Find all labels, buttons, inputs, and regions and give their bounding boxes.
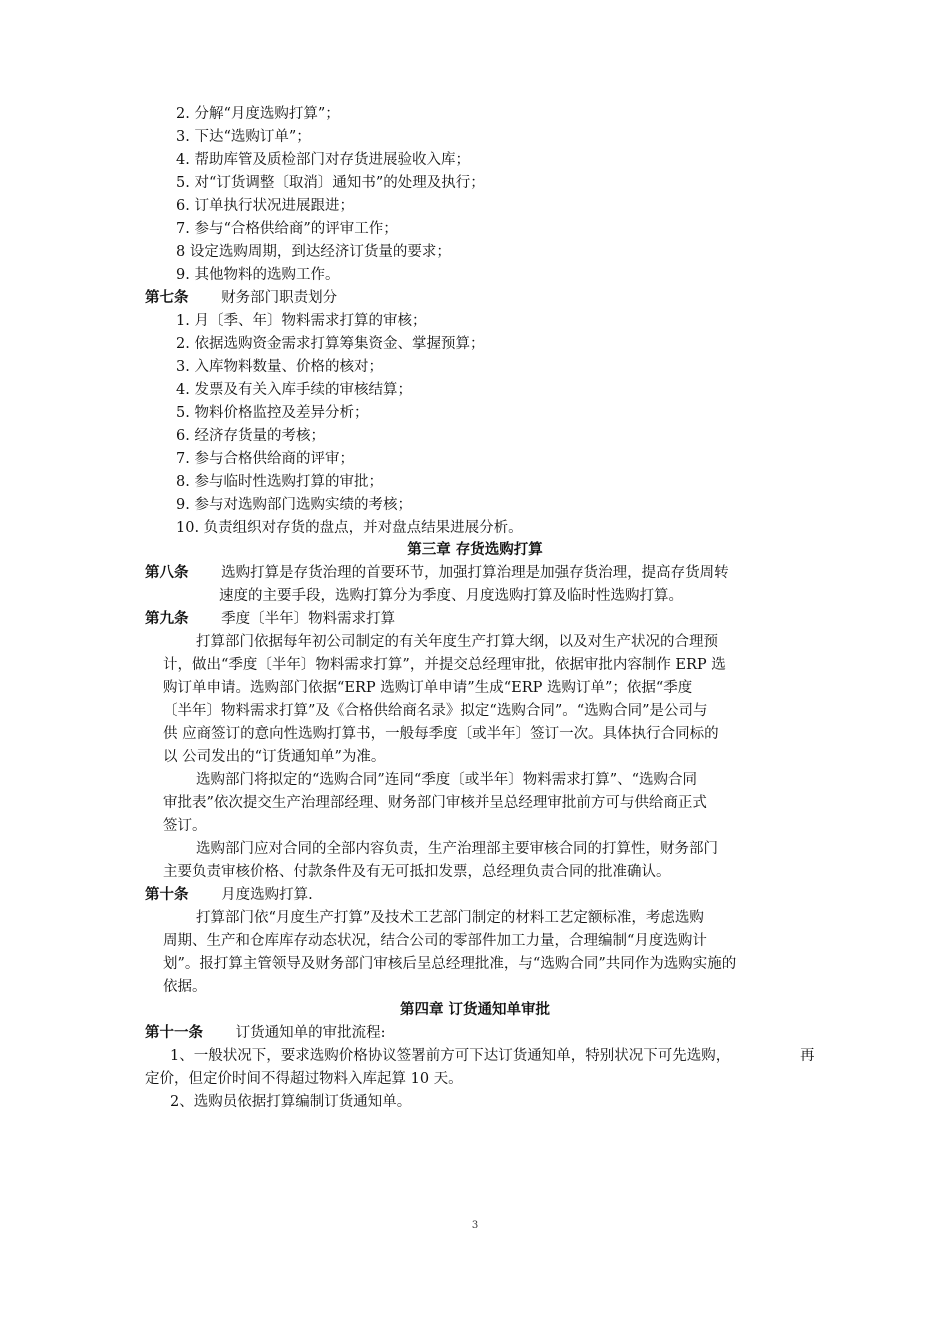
article-title: 季度〔半年〕物料需求打算: [221, 611, 396, 627]
article-10-heading: [145, 885, 313, 905]
list-item: 6. 订单执行状况进展跟进；: [176, 198, 354, 214]
paragraph-line: 2、选购员依据打算编制订货通知单。: [170, 1094, 412, 1110]
article-8: [145, 563, 729, 583]
paragraph-line: 1、一般状况下，要求选购价格协议签署前方可下达订货通知单，特别状况下可先选购，: [170, 1048, 731, 1064]
article-title: 月度选购打算.: [221, 887, 313, 903]
article-7-heading: [145, 288, 337, 308]
list-item: 2. 依据选购资金需求打算筹集资金、掌握预算；: [176, 336, 485, 352]
paragraph-line: 打算部门依据每年初公司制定的有关年度生产打算大纲，以及对生产状况的合理预: [196, 634, 718, 650]
article-label: 第十一条: [145, 1025, 203, 1041]
paragraph-line: 打算部门依“月度生产打算”及技术工艺部门制定的材料工艺定额标准，考虑选购: [196, 910, 704, 926]
paragraph-line: 签订。: [163, 818, 207, 834]
list-item: 9. 其他物料的选购工作。: [176, 267, 340, 283]
chapter-heading: 第三章 存货选购打算: [407, 542, 543, 558]
list-item: 9. 参与对选购部门选购实绩的考核；: [176, 497, 412, 513]
list-item: 4. 发票及有关入库手续的审核结算；: [176, 382, 412, 398]
article-9-heading: [145, 609, 395, 629]
article-title: 财务部门职责划分: [221, 290, 338, 306]
paragraph-line: 划”。报打算主管领导及财务部门审核后呈总经理批准，与“选购合同”共同作为选购实施的: [163, 956, 737, 972]
list-item: 1. 月〔季、年〕物料需求打算的审核；: [176, 313, 427, 329]
article-label: 第七条: [145, 290, 189, 306]
list-item: 8. 参与临时性选购打算的审批；: [176, 474, 383, 490]
paragraph-line: 审批表”依次提交生产治理部经理、财务部门审核并呈总经理审批前方可与供给商正式: [163, 795, 707, 811]
paragraph-line: 定价，但定价时间不得超过物料入库起算 10 天。: [145, 1071, 463, 1087]
list-item: 2. 分解“月度选购打算”；: [176, 106, 340, 122]
paragraph-line: 购订单申请。选购部门依据“ERP 选购订单申请”生成“ERP 选购订单”；依据“季度: [163, 680, 693, 696]
article-label: 第十条: [145, 887, 189, 903]
paragraph-line: 周期、生产和仓库库存动态状况，结合公司的零部件加工力量，合理编制“月度选购计: [163, 933, 707, 949]
article-title: 订货通知单的审批流程:: [235, 1025, 386, 1041]
chapter-heading: 第四章 订货通知单审批: [399, 1002, 551, 1018]
page-number: 3: [471, 1220, 479, 1231]
article-11-heading: [145, 1023, 386, 1043]
paragraph-line: 依据。: [163, 979, 207, 995]
paragraph-line: 选购部门将拟定的“选购合同”连同“季度〔或半年〕物料需求打算”、“选购合同: [196, 772, 698, 788]
list-item: 3. 下达“选购订单”；: [176, 129, 311, 145]
list-item: 10. 负责组织对存货的盘点，并对盘点结果进展分析。: [176, 520, 523, 536]
article-label: 第九条: [145, 611, 189, 627]
paragraph-line: 供 应商签订的意向性选购打算书，一般每季度〔或半年〕签订一次。具体执行合同标的: [163, 726, 719, 742]
article-label: 第八条: [145, 565, 189, 581]
list-item: 4. 帮助库管及质检部门对存货进展验收入库；: [176, 152, 470, 168]
list-item: 7. 参与合格供给商的评审；: [176, 451, 354, 467]
article-text: 选购打算是存货治理的首要环节，加强打算治理是加强存货治理，提高存货周转: [221, 565, 729, 581]
list-item: 7. 参与“合格供给商”的评审工作；: [176, 221, 398, 237]
article-text: 速度的主要手段，选购打算分为季度、月度选购打算及临时性选购打算。: [219, 588, 683, 604]
paragraph-line: 〔半年〕物料需求打算”及《合格供给商名录》拟定“选购合同”。“选购合同”是公司与: [163, 703, 708, 719]
list-item: 3. 入库物料数量、价格的核对；: [176, 359, 383, 375]
paragraph-line: 再: [800, 1048, 815, 1064]
list-item: 6. 经济存货量的考核；: [176, 428, 325, 444]
list-item: 5. 物料价格监控及差异分析；: [176, 405, 369, 421]
list-item: 8 设定选购周期，到达经济订货量的要求；: [176, 244, 451, 260]
list-item: 5. 对“订货调整〔取消〕通知书”的处理及执行；: [176, 175, 485, 191]
paragraph-line: 选购部门应对合同的全部内容负责，生产治理部主要审核合同的打算性，财务部门: [196, 841, 718, 857]
paragraph-line: 以 公司发出的“订货通知单”为准。: [163, 749, 386, 765]
paragraph-line: 计，做出“季度〔半年〕物料需求打算”，并提交总经理审批，依据审批内容制作 ERP 选: [163, 657, 726, 673]
paragraph-line: 主要负责审核价格、付款条件及有无可抵扣发票，总经理负责合同的批准确认。: [163, 864, 671, 880]
